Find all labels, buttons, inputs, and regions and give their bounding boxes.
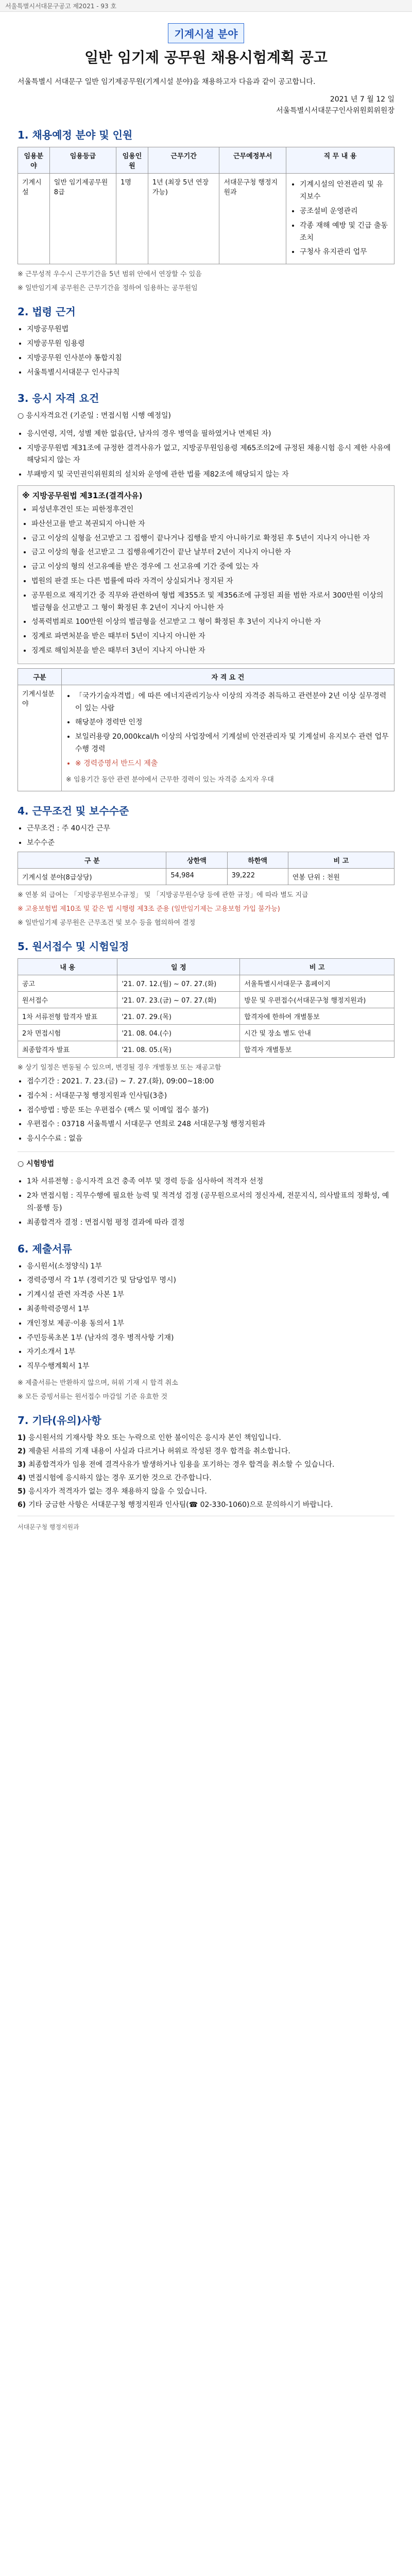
s4-note: ※ 일반임기제 공무원은 근무조건 및 보수 등을 협의하여 결정 <box>18 919 196 927</box>
table-row <box>18 975 394 992</box>
section-4 <box>18 803 394 927</box>
work-condition: • 근무조건 : 주 40시간 근무 <box>27 823 394 835</box>
schedule-table <box>18 958 394 1058</box>
cell-sched-date: '21. 08. 05.(목) <box>117 1041 240 1058</box>
doc-title <box>18 23 394 67</box>
pay-table <box>18 852 394 885</box>
work-condition: • 보수수준 <box>27 837 394 850</box>
section-3-title: 3. 응시 자격 요건 <box>18 392 99 405</box>
req-list <box>66 690 390 770</box>
document <box>0 12 412 1531</box>
req-item: • 「국가기술자격법」에 따른 에너지관리기능사 이상의 자격증 취득하고 관련분야 2년 이상 실무경력이 있는 사람 <box>75 690 390 715</box>
law-list <box>18 324 394 379</box>
accept-item: • 접수방법 : 방문 또는 우편접수 (팩스 및 이메일 접수 불가) <box>27 1105 394 1117</box>
disq-item: • 금고 이상의 형을 선고받고 그 집행유예기간이 끝난 날부터 2년이 지나지 아니한 자 <box>31 547 390 559</box>
general-reqs <box>18 428 394 481</box>
duty-item: • 기계시설의 안전관리 및 유지보수 <box>300 179 390 204</box>
cell-remark: 연봉 단위 : 천원 <box>288 869 394 885</box>
th-grade: 임용등급 <box>49 147 116 174</box>
duty-item: • 구청사 유지관리 업무 <box>300 246 390 259</box>
disq-item: • 파산선고를 받고 복권되지 아니한 자 <box>31 518 390 531</box>
s1-note: ※ 근무성적 우수시 근무기간을 5년 범위 안에서 연장할 수 있음 <box>18 270 202 279</box>
category-badge: 기계시설 분야 <box>168 23 245 43</box>
notice-item: 응시원서의 기재사항 착오 또는 누락으로 인한 불이익은 응시자 본인 책임입니다. <box>28 1434 281 1443</box>
section-6-title: 6. 제출서류 <box>18 1242 72 1255</box>
doc-item: • 응시원서(소정양식) 1부 <box>27 1261 394 1273</box>
general-req: • 응시연령, 지역, 성별 제한 없음(단, 남자의 경우 병역을 필하였거나 면제된 자) <box>27 428 394 440</box>
notice-item: 면접시험에 응시하지 않는 경우 포기한 것으로 간주합니다. <box>28 1474 212 1483</box>
cell-req-label: 기계시설분야 <box>18 685 62 791</box>
table-row <box>18 1041 394 1058</box>
table-row <box>18 174 394 264</box>
th-upper: 상한액 <box>166 852 227 869</box>
section-5 <box>18 938 394 1229</box>
exam-method: • 2차 면접시험 : 직무수행에 필요한 능력 및 적격성 검정 (공무원으로서의 정신자세, 전문지식, 의사발표의 정확성, 예의·품행 등) <box>27 1190 394 1215</box>
cell-sched-note: 합격자에 한하여 개별통보 <box>240 1008 394 1025</box>
doc-item: • 주민등록초본 1부 (남자의 경우 병적사항 기재) <box>27 1332 394 1345</box>
s3-intro: ○ 응시자격요건 (기준일 : 면접시험 시행 예정일) <box>18 412 171 420</box>
docs-list <box>18 1261 394 1373</box>
accept-item: • 접수처 : 서대문구청 행정지원과 인사팀(3층) <box>27 1090 394 1103</box>
cell-sched-item: 1차 서류전형 합격자 발표 <box>18 1008 117 1025</box>
th-field: 임용분야 <box>18 147 50 174</box>
s6-note: ※ 모든 증빙서류는 원서접수 마감일 기준 유효한 것 <box>18 1393 167 1401</box>
cell-sched-item: 최종합격자 발표 <box>18 1041 117 1058</box>
disq-item: • 금고 이상의 형의 선고유예를 받은 경우에 그 선고유예 기간 중에 있는 자 <box>31 561 390 573</box>
top-bar <box>0 0 412 12</box>
cell-sched-date: '21. 07. 12.(월) ~ 07. 27.(화) <box>117 975 240 992</box>
doc-item: • 기계시설 관련 자격증 사본 1부 <box>27 1289 394 1301</box>
general-req: • 부패방지 및 국민권익위원회의 설치와 운영에 관한 법률 제82조에 해당되지 않는 자 <box>27 469 394 481</box>
section-3 <box>18 390 394 791</box>
page-title: 일반 임기제 공무원 채용시험계획 공고 <box>84 49 328 66</box>
cell-lower: 39,222 <box>227 869 288 885</box>
th-req: 자 격 요 건 <box>61 668 394 685</box>
section-7-title: 7. 기타(유의)사항 <box>18 1414 101 1427</box>
work-conditions <box>18 823 394 850</box>
cell-sched-note: 시간 및 장소 별도 안내 <box>240 1025 394 1041</box>
s1-note: ※ 일반임기제 공무원은 근무기간을 정하여 임용하는 공무원임 <box>18 284 198 293</box>
cell-duties <box>286 174 394 264</box>
s6-note: ※ 제출서류는 반환하지 않으며, 허위 기재 시 합격 취소 <box>18 1379 178 1387</box>
req-table <box>18 668 394 792</box>
req-item: • 보일러용량 20,000kcal/h 이상의 사업장에서 기계설비 안전관리자 및 기계설비 유지보수 관련 업무 수행 경력 <box>75 731 390 756</box>
disq-item: • 성폭력범죄로 100만원 이상의 벌금형을 선고받고 그 형이 확정된 후 3년이 지나지 아니한 자 <box>31 616 390 629</box>
exam-method: • 최종합격자 결정 : 면접시험 평정 결과에 따라 결정 <box>27 1217 394 1229</box>
accept-list <box>18 1076 394 1145</box>
notice-item: 최종합격자가 임용 전에 결격사유가 발생하거나 임용을 포기하는 경우 합격을 취소할 수 있습니다. <box>28 1461 335 1469</box>
law-item: • 지방공무원 인사분야 통합지침 <box>27 352 394 365</box>
doc-item: • 직무수행계획서 1부 <box>27 1361 394 1373</box>
duty-item: • 공조설비 운영관리 <box>300 206 390 218</box>
doc-item: • 개인정보 제공·이용 동의서 1부 <box>27 1318 394 1330</box>
cell-field: 기계시설 <box>18 174 50 264</box>
exam-method-title: ○ 시험방법 <box>18 1160 55 1168</box>
notice-item: 기타 궁금한 사항은 서대문구청 행정지원과 인사팀(☎ 02-330-1060)으로 문의하시기 바랍니다. <box>28 1501 333 1510</box>
disq-box <box>18 485 394 664</box>
disq-item: • 공무원으로 재직기간 중 직무와 관련하여 형법 제355조 및 제356조에 규정된 죄를 범한 자로서 300만원 이상의 벌금형을 선고받고 그 형이 확정된 후 2년이 지나지 아니한 자 <box>31 590 390 615</box>
cell-sched-item: 원서접수 <box>18 992 117 1008</box>
table-row <box>18 685 394 791</box>
cell-count: 1명 <box>116 174 148 264</box>
general-req: • 지방공무원법 제31조에 규정한 결격사유가 없고, 지방공무원임용령 제65조의2에 규정된 채용시험 응시 제한 사유에 해당되지 않는 자 <box>27 443 394 467</box>
disq-item: • 징계로 파면처분을 받은 때부터 5년이 지나지 아니한 자 <box>31 631 390 643</box>
recruit-table <box>18 147 394 264</box>
cell-sched-note: 서울특별시서대문구 홈페이지 <box>240 975 394 992</box>
duties-list <box>290 179 390 259</box>
exam-method: • 1차 서류전형 : 응시자격 요건 충족 여부 및 경력 등을 심사하여 적격자 선정 <box>27 1176 394 1188</box>
cell-grade: 일반 임기제공무원 8급 <box>49 174 116 264</box>
notice-list <box>18 1432 394 1510</box>
duty-item: • 각종 재해 예방 및 긴급 출동조치 <box>300 220 390 245</box>
disq-item: • 징계로 해임처분을 받은 때부터 3년이 지나지 아니한 자 <box>31 645 390 657</box>
section-4-title: 4. 근무조건 및 보수수준 <box>18 805 129 818</box>
table-row <box>18 1025 394 1041</box>
table-row <box>18 1008 394 1025</box>
accept-item: • 우편접수 : 03718 서울특별시 서대문구 연희로 248 서대문구청 행정지원과 <box>27 1118 394 1131</box>
disq-item: • 피성년후견인 또는 피한정후견인 <box>31 504 390 516</box>
disq-item: • 법원의 판결 또는 다른 법률에 따라 자격이 상실되거나 정지된 자 <box>31 575 390 588</box>
section-1 <box>18 127 394 292</box>
th-sched-note: 비 고 <box>240 959 394 975</box>
cell-sched-note: 합격자 개별통보 <box>240 1041 394 1058</box>
divider <box>18 1151 394 1152</box>
s4-note: ※ 연봉 외 급여는 「지방공무원보수규정」 및 「지방공무원수당 등에 관한 규정」에 따라 별도 지급 <box>18 891 308 900</box>
table-row <box>18 992 394 1008</box>
announce-date: 2021 년 7 월 12 일 <box>330 95 394 104</box>
cell-sched-item: 공고 <box>18 975 117 992</box>
disq-item: • 금고 이상의 실형을 선고받고 그 집행이 끝나거나 집행을 받지 아니하기로 확정된 후 5년이 지나지 아니한 자 <box>31 533 390 545</box>
section-6 <box>18 1241 394 1401</box>
section-7 <box>18 1412 394 1510</box>
th-period: 근무기간 <box>148 147 219 174</box>
announce-org: 서울특별시서대문구인사위원회위원장 <box>276 107 394 115</box>
cell-sched-note: 방문 및 우편접수(서대문구청 행정지원과) <box>240 992 394 1008</box>
req-item: • 해당분야 경력만 인정 <box>75 717 390 729</box>
cell-dept: 서대문구청 행정지원과 <box>219 174 286 264</box>
th-lower: 하한액 <box>227 852 288 869</box>
schedule-note: ※ 상기 일정은 변동될 수 있으며, 변경될 경우 개별통보 또는 재공고함 <box>18 1064 221 1072</box>
th-count: 임용인원 <box>116 147 148 174</box>
law-item: • 지방공무원 임용령 <box>27 338 394 350</box>
notice-item: 제출된 서류의 기재 내용이 사실과 다르거나 허위로 작성된 경우 합격을 취소합니다. <box>28 1447 290 1456</box>
cell-pay-type: 기계시설 분야(8급상당) <box>18 869 166 885</box>
disq-title: ※ 지방공무원법 제31조(결격사유) <box>22 490 143 500</box>
req-footnote: ※ 임용기간 동안 관련 분야에서 근무한 경력이 있는 자격증 소지자 우대 <box>65 776 274 784</box>
accept-item: • 응시수수료 : 없음 <box>27 1133 394 1145</box>
th-sched-date: 일 정 <box>117 959 240 975</box>
cell-sched-date: '21. 08. 04.(수) <box>117 1025 240 1041</box>
announcement-number: 서울특별시서대문구공고 제2021 - 93 호 <box>5 2 117 10</box>
cell-period: 1년 (최장 5년 연장가능) <box>148 174 219 264</box>
doc-item: • 최종학력증명서 1부 <box>27 1303 394 1316</box>
th-dept: 근무예정부서 <box>219 147 286 174</box>
table-row <box>18 869 394 885</box>
cell-sched-date: '21. 07. 23.(금) ~ 07. 27.(화) <box>117 992 240 1008</box>
s4-note: ※ 고용보험법 제10조 및 같은 법 시행령 제3조 준용 (일반임기제는 고용보험 가입 불가능) <box>18 905 280 913</box>
doc-item: • 경력증명서 각 1부 (경력기간 및 담당업무 명시) <box>27 1275 394 1287</box>
th-sched-item: 내 용 <box>18 959 117 975</box>
cell-upper: 54,984 <box>166 869 227 885</box>
law-item: • 지방공무원법 <box>27 324 394 336</box>
section-2 <box>18 303 394 379</box>
cell-req-list <box>61 685 394 791</box>
section-1-title: 1. 채용예정 분야 및 인원 <box>18 129 133 142</box>
req-item: • ※ 경력증명서 반드시 제출 <box>75 758 390 770</box>
disq-list <box>22 504 390 657</box>
th-pay-type: 구 분 <box>18 852 166 869</box>
footer-text: 서대문구청 행정지원과 <box>18 1523 79 1531</box>
cell-sched-date: '21. 07. 29.(목) <box>117 1008 240 1025</box>
law-item: • 서울특별시서대문구 인사규칙 <box>27 367 394 379</box>
notice-item: 응시자가 적격자가 없는 경우 채용하지 않을 수 있습니다. <box>28 1487 207 1496</box>
section-2-title: 2. 법령 근거 <box>18 306 76 318</box>
intro-paragraph: 서울특별시 서대문구 일반 임기제공무원(기계시설 분야)을 채용하고자 다음과 같이 공고합니다. <box>18 78 316 86</box>
cell-sched-item: 2차 면접시험 <box>18 1025 117 1041</box>
doc-item: • 자기소개서 1부 <box>27 1346 394 1359</box>
th-remark: 비 고 <box>288 852 394 869</box>
accept-item: • 접수기간 : 2021. 7. 23.(금) ~ 7. 27.(화), 09:00~18:00 <box>27 1076 394 1088</box>
exam-methods <box>18 1176 394 1229</box>
section-5-title: 5. 원서접수 및 시험일정 <box>18 940 129 953</box>
th-duties: 직 무 내 용 <box>286 147 394 174</box>
th-req-type: 구분 <box>18 668 62 685</box>
